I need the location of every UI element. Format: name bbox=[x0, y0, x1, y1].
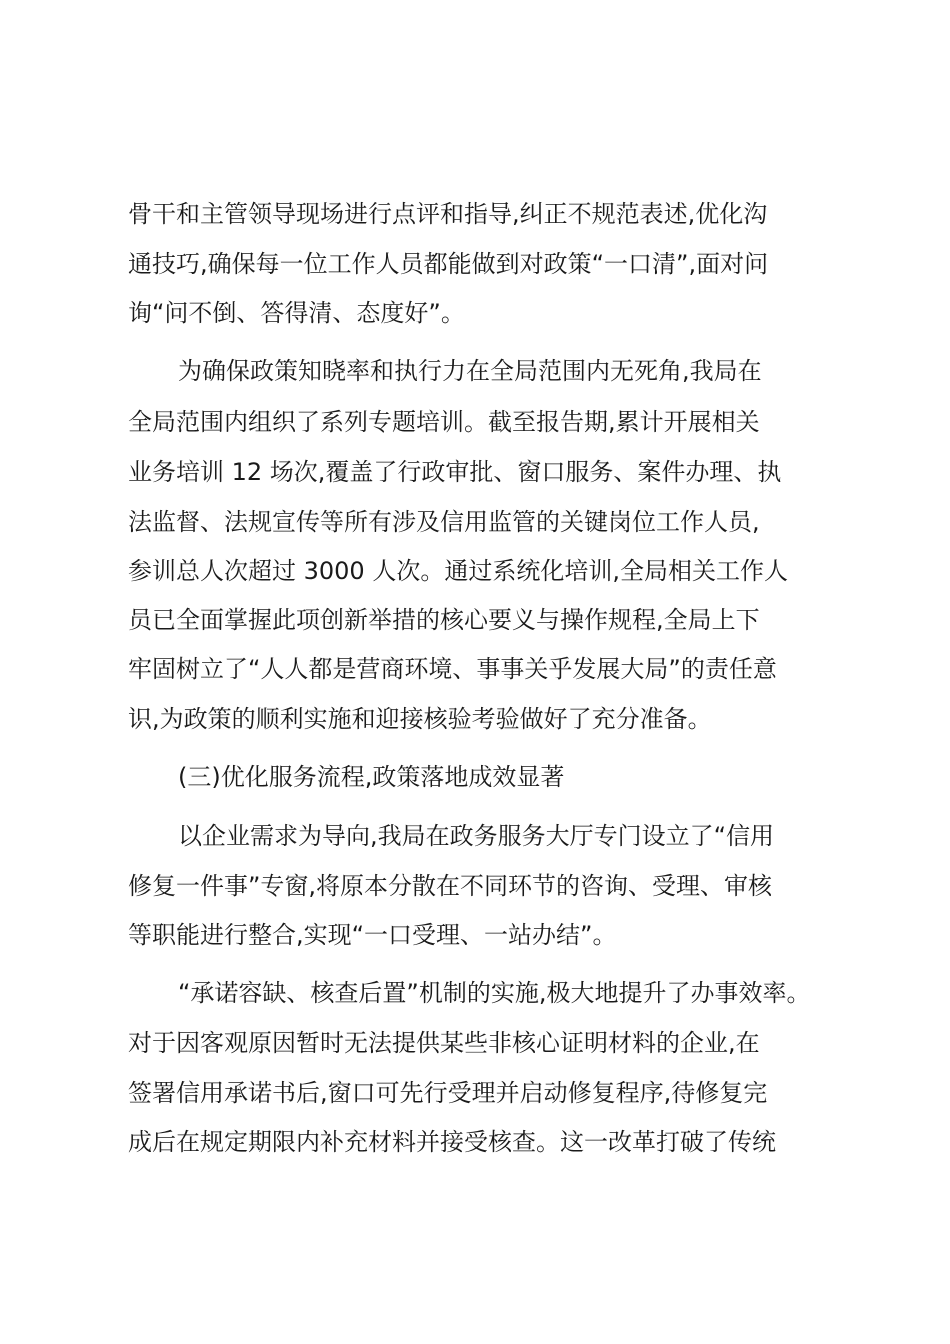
text-line: 识,为政策的顺利实施和迎接核验考验做好了充分准备。 bbox=[128, 705, 712, 733]
text-line: 等职能进行整合,实现“一口受理、一站办结”。 bbox=[128, 921, 617, 949]
section-heading: (三)优化服务流程,政策落地成效显著 bbox=[178, 763, 565, 791]
text-line: 通技巧,确保每一位工作人员都能做到对政策“一口清”,面对问 bbox=[128, 250, 769, 278]
paragraph-first-line: 以企业需求为导向,我局在政务服务大厅专门设立了“信用 bbox=[178, 822, 775, 850]
text-line: 对于因客观原因暂时无法提供某些非核心证明材料的企业,在 bbox=[128, 1029, 760, 1057]
text-line: 法监督、法规宣传等所有涉及信用监管的关键岗位工作人员, bbox=[128, 508, 760, 536]
text-line: 员已全面掌握此项创新举措的核心要义与操作规程,全局上下 bbox=[128, 606, 760, 634]
text-line: 签署信用承诺书后,窗口可先行受理并启动修复程序,待修复完 bbox=[128, 1079, 768, 1107]
text-line: 业务培训 12 场次,覆盖了行政审批、窗口服务、案件办理、执 bbox=[128, 458, 782, 486]
paragraph-first-line: “承诺容缺、核查后置”机制的实施,极大地提升了办事效率。 bbox=[178, 979, 811, 1007]
text-line: 询“问不倒、答得清、态度好”。 bbox=[128, 299, 465, 327]
text-line: 参训总人次超过 3000 人次。通过系统化培训,全局相关工作人 bbox=[128, 557, 788, 585]
text-line: 牢固树立了“人人都是营商环境、事事关乎发展大局”的责任意 bbox=[128, 655, 777, 683]
text-line: 修复一件事”专窗,将原本分散在不同环节的咨询、受理、审核 bbox=[128, 872, 773, 900]
paragraph-first-line: 为确保政策知晓率和执行力在全局范围内无死角,我局在 bbox=[178, 357, 762, 385]
text-line: 骨干和主管领导现场进行点评和指导,纠正不规范表述,优化沟 bbox=[128, 200, 768, 228]
text-line: 成后在规定期限内补充材料并接受核查。这一改革打破了传统 bbox=[128, 1128, 776, 1156]
text-line: 全局范围内组织了系列专题培训。截至报告期,累计开展相关 bbox=[128, 408, 760, 436]
